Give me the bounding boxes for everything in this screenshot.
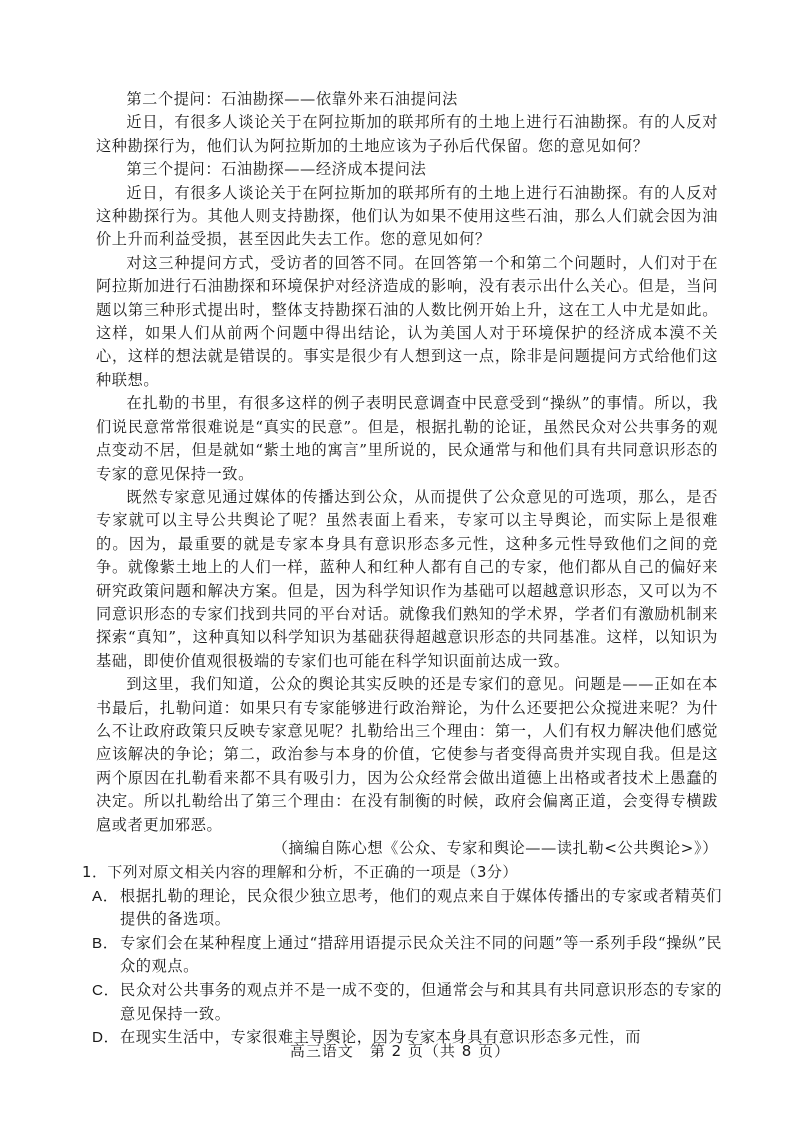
paragraph-question2-title: 第二个提问：石油勘探——依靠外来石油提问法: [126, 90, 458, 108]
option-a: [82, 885, 722, 932]
option-text: 专家们会在某种程度上通过“措辞用语提示民众关注不同的问题”等一系列手段“操纵”民众的观点。: [120, 933, 722, 976]
paragraph-question2-text: 近日，有很多人谈论关于在阿拉斯加的联邦所有的土地上进行石油勘探。有的人反对这种勘探行为，他们认为阿拉斯加的土地应该为子孙后代保留。您的意见如何？: [96, 113, 718, 155]
paragraph-analysis: 对这三种提问方式，受访者的回答不同。在回答第一个和第二个问题时，人们对于在阿拉斯加进行石油勘探和环境保护对经济造成的影响，没有表示出什么关心。但是，当问题以第三种形式提出时，整体支持勘探石油的人数比例开始上升，这在工人中尤是如此。这样，如果人们从前两个问题中得出结论，认为美国人对于环境保护的经济成本漠不关心，这样的想法就是错误的。事实是很少有人想到这一点，除非是问题提问方式给他们这种联想。: [96, 253, 718, 389]
option-b: [82, 932, 722, 979]
option-label: D．: [92, 1029, 120, 1047]
option-label: B．: [92, 934, 119, 952]
question-1: [82, 861, 722, 1050]
option-text: 根据扎勒的理论，民众很少独立思考，他们的观点来自于媒体传播出的专家或者精英们提供的备选项。: [120, 886, 722, 929]
paragraph-question3-text: 近日，有很多人谈论关于在阿拉斯加的联邦所有的土地上进行石油勘探。有的人反对这种勘探行为。其他人则支持勘探，他们认为如果不使用这些石油，那么人们就会因为油价上升而利益受损，甚至因此失去工作。您的意见如何？: [96, 183, 718, 249]
paragraph-conclusion: 到这里，我们知道，公众的舆论其实反映的还是专家们的意见。问题是——正如在本书最后，扎勒问道：如果只有专家能够进行政治辩论，为什么还要把公众搅进来呢？为什么不让政府政策只反映专家意见呢？扎勒给出三个理由：第一，人们有权力解决他们感觉应该解决的争论；第二，政治参与本身的价值，它使参与者变得高贵并实现自我。但是这两个原因在扎勒看来都不具有吸引力，因为公众经常会做出道德上出格或者技术上愚蠢的决定。所以扎勒给出了第三个理由：在没有制衡的时候，政府会偏离正道，会变得专横跋扈或者更加邪恶。: [96, 675, 718, 834]
option-label: A．: [92, 887, 119, 905]
option-text: 民众对公共事务的观点并不是一成不变的，但通常会与和其具有共同意识形态的专家的意见保持一致。: [120, 980, 722, 1023]
page-footer: 高三语文 第 2 页（共 8 页）: [289, 1042, 511, 1060]
article-body: [96, 88, 718, 860]
paragraph-zaller-examples: 在扎勒的书里，有很多这样的例子表明民意调查中民意受到“操纵”的事情。所以，我们说民意常常很难说是“真实的民意”。但是，根据扎勒的论证，虽然民众对公共事务的观点变动不居，但是就如“紫土地的寓言”里所说的，民众通常与和他们具有共同意识形态的专家的意见保持一致。: [96, 394, 718, 483]
question-stem: 1．下列对原文相关内容的理解和分析，不正确的一项是（3分）: [82, 864, 518, 881]
article-source: （摘编自陈心想《公众、专家和舆论——读扎勒<公共舆论>》）: [272, 839, 718, 857]
option-label: C．: [92, 981, 120, 999]
paragraph-expert-diversity: 既然专家意见通过媒体的传播达到公众，从而提供了公众意见的可选项，那么，是否专家就可以主导公共舆论了呢？虽然表面上看来，专家可以主导舆论，而实际上是很难的。因为，最重要的就是专家本身具有意识形态多元性，这种多元性导致他们之间的竞争。就像紫土地上的人们一样，蓝种人和红种人都有自己的专家，他们都从自己的偏好来研究政策问题和解决方案。但是，因为科学知识作为基础可以超越意识形态，又可以为不同意识形态的专家们找到共同的平台对话。就像我们熟知的学术界，学者们有激励机制来探索“真知”，这种真知以科学知识为基础获得超越意识形态的共同基准。这样，以知识为基础，即使价值观很极端的专家们也可能在科学知识面前达成一致。: [96, 487, 718, 670]
option-text: 在现实生活中，专家很难主导舆论，因为专家本身具有意识形态多元性，而: [120, 1028, 641, 1047]
paragraph-question3-title: 第三个提问：石油勘探——经济成本提问法: [126, 160, 427, 179]
option-c: [82, 979, 722, 1026]
